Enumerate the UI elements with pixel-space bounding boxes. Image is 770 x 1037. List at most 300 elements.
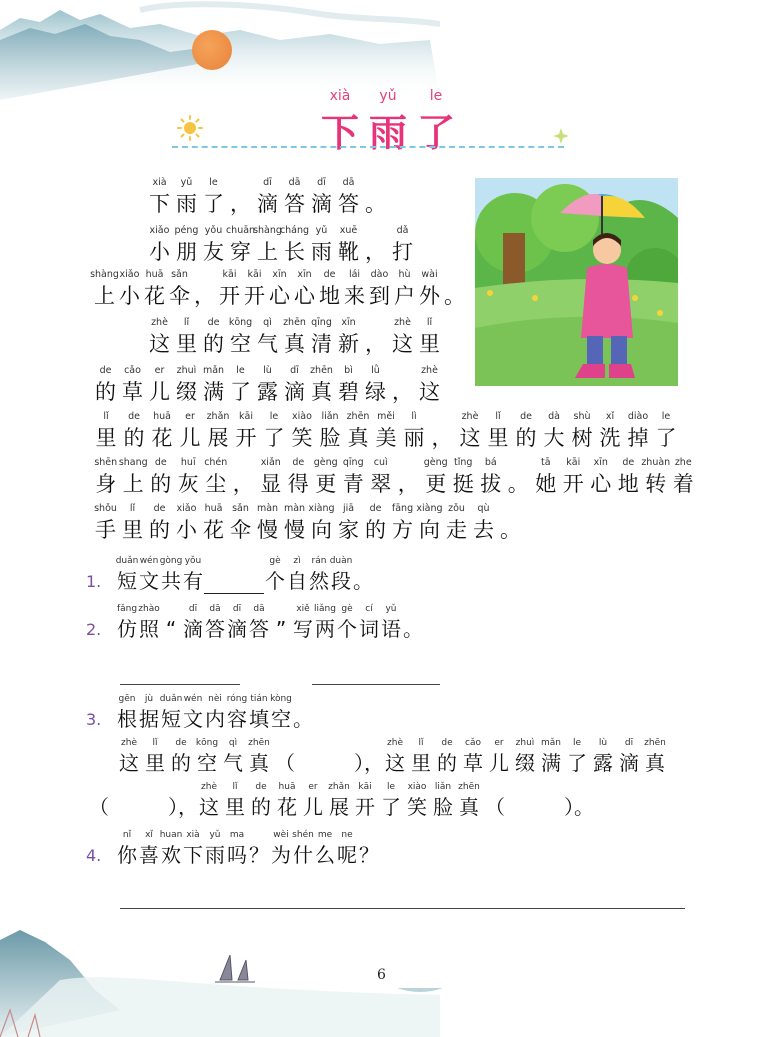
hanzi-with-pinyin bbox=[281, 224, 308, 266]
hanzi-with-pinyin bbox=[274, 781, 300, 820]
hanzi-with-pinyin bbox=[538, 737, 564, 776]
hanzi-with-pinyin bbox=[358, 603, 380, 642]
hanzi: 雨 bbox=[205, 843, 225, 867]
hanzi: ， bbox=[232, 472, 254, 496]
hanzi-with-pinyin bbox=[484, 410, 512, 452]
pinyin: huā bbox=[145, 269, 164, 280]
hanzi-with-pinyin bbox=[308, 316, 335, 358]
hanzi-with-pinyin bbox=[286, 555, 308, 594]
hanzi-with-pinyin bbox=[92, 364, 119, 406]
hanzi-with-pinyin bbox=[316, 410, 344, 452]
hanzi: 花 bbox=[277, 795, 297, 819]
question-line bbox=[116, 603, 424, 642]
hanzi: 地 bbox=[617, 472, 639, 496]
hanzi: 外 bbox=[419, 284, 440, 308]
hanzi-with-pinyin bbox=[456, 410, 484, 452]
pinyin: huā bbox=[153, 411, 171, 422]
hanzi-with-pinyin bbox=[395, 456, 423, 498]
passage-line bbox=[92, 502, 524, 544]
pinyin: de bbox=[520, 411, 532, 422]
hanzi-with-pinyin bbox=[292, 693, 314, 732]
pinyin: zhào bbox=[138, 604, 160, 614]
hanzi: 气 bbox=[223, 751, 243, 775]
hanzi-with-pinyin bbox=[416, 316, 443, 358]
pinyin: dī bbox=[188, 604, 198, 614]
hanzi-with-pinyin bbox=[270, 693, 292, 732]
hanzi-with-pinyin bbox=[314, 603, 336, 642]
hanzi-with-pinyin bbox=[146, 502, 173, 544]
pinyin: lǐ bbox=[418, 738, 424, 748]
hanzi: 气 bbox=[257, 332, 278, 356]
hanzi-with-pinyin bbox=[176, 410, 204, 452]
pinyin: xīn bbox=[297, 269, 312, 280]
hanzi: 这 bbox=[459, 426, 481, 450]
hanzi: 缀 bbox=[515, 751, 535, 775]
pinyin: dī bbox=[232, 604, 242, 614]
hanzi-with-pinyin bbox=[160, 829, 182, 868]
pinyin: kāi bbox=[358, 782, 372, 792]
pinyin: nǐ bbox=[122, 830, 132, 840]
hanzi-with-pinyin bbox=[167, 268, 192, 310]
hanzi: 去 bbox=[473, 518, 494, 542]
hanzi: 伞 bbox=[169, 284, 190, 308]
hanzi-with-pinyin bbox=[281, 502, 308, 544]
hanzi-with-pinyin bbox=[182, 693, 204, 732]
title-char: 了 bbox=[416, 111, 455, 155]
hanzi: 里 bbox=[176, 332, 197, 356]
hanzi-with-pinyin bbox=[512, 737, 538, 776]
hanzi-with-pinyin bbox=[288, 410, 316, 452]
hanzi: 词 bbox=[359, 617, 379, 641]
pinyin: de bbox=[175, 738, 187, 748]
pinyin: de bbox=[99, 365, 112, 376]
fill-in-blank[interactable] bbox=[204, 571, 264, 594]
hanzi: 更 bbox=[315, 472, 337, 496]
hanzi-with-pinyin bbox=[352, 555, 374, 594]
pinyin: zhè bbox=[121, 738, 137, 748]
hanzi-with-pinyin bbox=[146, 176, 173, 218]
hanzi-with-pinyin bbox=[138, 555, 160, 594]
pinyin: shén bbox=[292, 830, 314, 840]
pinyin: liǎng bbox=[314, 604, 336, 614]
hanzi: 向 bbox=[419, 518, 440, 542]
pinyin: sǎn bbox=[171, 269, 188, 280]
pinyin: qù bbox=[477, 503, 490, 514]
hanzi: 真 bbox=[284, 332, 305, 356]
pinyin: zhè bbox=[421, 365, 438, 376]
hanzi-with-pinyin bbox=[642, 456, 670, 498]
hanzi-with-pinyin bbox=[138, 829, 160, 868]
hanzi: 两 bbox=[315, 617, 335, 641]
pinyin: xiào bbox=[292, 411, 312, 422]
pinyin: zhēn bbox=[346, 411, 370, 422]
pinyin: le bbox=[236, 365, 245, 376]
pinyin: tǐng bbox=[454, 457, 473, 468]
pinyin: shàng bbox=[253, 225, 282, 236]
pinyin: chuān bbox=[225, 225, 256, 236]
hanzi-with-pinyin bbox=[590, 737, 616, 776]
hanzi: 新 bbox=[338, 332, 359, 356]
hanzi: ）， bbox=[168, 795, 198, 819]
pinyin: qīng bbox=[311, 317, 332, 328]
hanzi-with-pinyin bbox=[257, 456, 285, 498]
hanzi: 呢 bbox=[337, 843, 357, 867]
hanzi-with-pinyin bbox=[246, 737, 272, 776]
hanzi: 然 bbox=[309, 569, 329, 593]
hanzi: 缀 bbox=[176, 380, 197, 404]
passage-line bbox=[146, 224, 416, 266]
hanzi-with-pinyin bbox=[227, 364, 254, 406]
hanzi: 尘 bbox=[205, 472, 227, 496]
fill-in-space[interactable] bbox=[112, 781, 170, 820]
hanzi: 显 bbox=[260, 472, 282, 496]
hanzi: 短 bbox=[161, 707, 181, 731]
pinyin: xià bbox=[186, 830, 200, 840]
hanzi-with-pinyin bbox=[138, 693, 160, 732]
pinyin: xǐ bbox=[605, 411, 615, 422]
hanzi: 写 bbox=[293, 617, 313, 641]
hanzi-with-pinyin bbox=[308, 555, 330, 594]
hanzi: 滴 bbox=[284, 380, 305, 404]
pinyin: le bbox=[209, 177, 218, 188]
hanzi: 了 bbox=[567, 751, 587, 775]
hanzi: 翠 bbox=[370, 472, 392, 496]
hanzi: 滴 bbox=[311, 192, 332, 216]
hanzi: 仿 bbox=[117, 617, 137, 641]
hanzi-with-pinyin bbox=[340, 456, 368, 498]
hanzi: 开 bbox=[244, 284, 265, 308]
hanzi-with-pinyin bbox=[119, 364, 146, 406]
pinyin: huā bbox=[204, 503, 223, 514]
hanzi-with-pinyin bbox=[616, 737, 642, 776]
pinyin: kāi bbox=[239, 411, 253, 422]
hanzi-with-pinyin bbox=[652, 410, 680, 452]
pinyin: shang bbox=[118, 457, 148, 468]
hanzi-with-pinyin bbox=[486, 737, 512, 776]
hanzi: 。 bbox=[507, 472, 529, 496]
pinyin: zhēn bbox=[248, 738, 270, 748]
hanzi: （ bbox=[89, 795, 109, 819]
hanzi: 露 bbox=[593, 751, 613, 775]
pinyin: xiào bbox=[407, 782, 427, 792]
pinyin: mǎn bbox=[541, 738, 561, 748]
hanzi-with-pinyin bbox=[670, 456, 698, 498]
pinyin: dā bbox=[209, 604, 221, 614]
hanzi-with-pinyin bbox=[175, 456, 203, 498]
hanzi: ， bbox=[431, 426, 453, 450]
pinyin: nèi bbox=[208, 694, 222, 704]
hanzi-with-pinyin bbox=[220, 737, 246, 776]
answer-line[interactable] bbox=[312, 684, 440, 685]
hanzi: ” bbox=[275, 617, 287, 641]
hanzi: 满 bbox=[203, 380, 224, 404]
hanzi-with-pinyin bbox=[200, 502, 227, 544]
hanzi: 户 bbox=[394, 284, 415, 308]
hanzi-with-pinyin bbox=[372, 410, 400, 452]
hanzi-with-pinyin bbox=[196, 781, 222, 820]
hanzi-with-pinyin bbox=[389, 224, 416, 266]
hanzi: 里 bbox=[95, 426, 117, 450]
hanzi-with-pinyin bbox=[367, 268, 392, 310]
hanzi-with-pinyin bbox=[362, 224, 389, 266]
hanzi: ， bbox=[397, 472, 419, 496]
hanzi: 为 bbox=[271, 843, 291, 867]
hanzi: 空 bbox=[271, 707, 291, 731]
pinyin: zhè bbox=[201, 782, 217, 792]
hanzi: 手 bbox=[95, 518, 116, 542]
hanzi-with-pinyin bbox=[378, 781, 404, 820]
hanzi-with-pinyin bbox=[308, 502, 335, 544]
pinyin: zhēn bbox=[310, 365, 333, 376]
pinyin: mǎn bbox=[202, 365, 225, 376]
pinyin: tā bbox=[540, 457, 551, 468]
hanzi: 欢 bbox=[161, 843, 181, 867]
pinyin: er bbox=[494, 738, 504, 748]
hanzi: 滴 bbox=[619, 751, 639, 775]
hanzi: 自 bbox=[287, 569, 307, 593]
hanzi: 里 bbox=[122, 518, 143, 542]
hanzi-with-pinyin bbox=[382, 737, 408, 776]
hanzi: 的 bbox=[365, 518, 386, 542]
pinyin: zì bbox=[293, 556, 301, 566]
hanzi: 内 bbox=[205, 707, 225, 731]
hanzi-with-pinyin bbox=[335, 316, 362, 358]
hanzi: 答 bbox=[249, 617, 269, 641]
hanzi: 向 bbox=[311, 518, 332, 542]
pinyin: xià bbox=[152, 177, 167, 188]
fill-in-space[interactable] bbox=[508, 781, 566, 820]
hanzi-with-pinyin bbox=[182, 603, 204, 642]
pinyin: cuì bbox=[373, 457, 388, 468]
pinyin: yǒu bbox=[184, 556, 202, 566]
hanzi: 真 bbox=[347, 426, 369, 450]
hanzi-with-pinyin bbox=[117, 268, 142, 310]
hanzi-with-pinyin bbox=[204, 829, 226, 868]
pinyin: xiě bbox=[296, 604, 310, 614]
pinyin: zhuì bbox=[176, 365, 197, 376]
hanzi-with-pinyin bbox=[532, 456, 560, 498]
hanzi-with-pinyin bbox=[308, 176, 335, 218]
pinyin: jù bbox=[144, 694, 154, 704]
hanzi-with-pinyin bbox=[281, 364, 308, 406]
pinyin: xiǎn bbox=[260, 457, 281, 468]
hanzi: 的 bbox=[251, 795, 271, 819]
hanzi: ， bbox=[365, 332, 386, 356]
pinyin: róng bbox=[226, 694, 248, 704]
hanzi-with-pinyin bbox=[505, 456, 533, 498]
pinyin: de bbox=[207, 317, 220, 328]
question-number: 1. bbox=[86, 572, 102, 591]
pinyin: xīn bbox=[272, 269, 287, 280]
hanzi: 。 bbox=[293, 707, 313, 731]
hanzi-with-pinyin bbox=[416, 364, 443, 406]
hanzi-with-pinyin bbox=[596, 410, 624, 452]
hanzi-with-pinyin bbox=[404, 781, 430, 820]
hanzi: 穿 bbox=[230, 240, 251, 264]
hanzi-with-pinyin bbox=[312, 456, 340, 498]
hanzi: 儿 bbox=[489, 751, 509, 775]
hanzi: 转 bbox=[645, 472, 667, 496]
hanzi: 掉 bbox=[627, 426, 649, 450]
pinyin: bì bbox=[344, 365, 353, 376]
hanzi-with-pinyin bbox=[254, 364, 281, 406]
pinyin: duàn bbox=[329, 556, 353, 566]
hanzi-with-pinyin bbox=[227, 176, 254, 218]
pinyin: měi bbox=[377, 411, 395, 422]
hanzi: ？ bbox=[359, 843, 379, 867]
pinyin: huan bbox=[159, 830, 183, 840]
hanzi: 心 bbox=[269, 284, 290, 308]
hanzi: 青 bbox=[342, 472, 364, 496]
question-line bbox=[116, 737, 668, 776]
hanzi: 雨 bbox=[176, 192, 197, 216]
hanzi: ）， bbox=[354, 751, 384, 775]
passage-line bbox=[92, 268, 467, 310]
pinyin: rán bbox=[311, 556, 327, 566]
hanzi-with-pinyin bbox=[460, 737, 486, 776]
hanzi-with-pinyin bbox=[147, 456, 175, 498]
pinyin: lǐ bbox=[152, 738, 158, 748]
question-number: 2. bbox=[86, 620, 102, 639]
pinyin: duǎn bbox=[115, 556, 139, 566]
hanzi-with-pinyin bbox=[408, 737, 434, 776]
hanzi-with-pinyin bbox=[568, 410, 596, 452]
hanzi-with-pinyin bbox=[146, 364, 173, 406]
hanzi-with-pinyin bbox=[226, 829, 248, 868]
hanzi-with-pinyin bbox=[226, 603, 248, 642]
hanzi-with-pinyin bbox=[285, 456, 313, 498]
hanzi: 灰 bbox=[177, 472, 199, 496]
pinyin: kōng bbox=[195, 738, 219, 748]
hanzi: 文 bbox=[183, 707, 203, 731]
hanzi-with-pinyin bbox=[389, 316, 416, 358]
hanzi-with-pinyin bbox=[356, 737, 382, 776]
hanzi-with-pinyin bbox=[428, 410, 456, 452]
hanzi: 慢 bbox=[257, 518, 278, 542]
hanzi: 的 bbox=[203, 332, 224, 356]
hanzi: 答 bbox=[338, 192, 359, 216]
hanzi-with-pinyin bbox=[300, 781, 326, 820]
hanzi: 上 bbox=[122, 472, 144, 496]
hanzi: 走 bbox=[446, 518, 467, 542]
pinyin: de bbox=[292, 457, 305, 468]
hanzi: 儿 bbox=[179, 426, 201, 450]
hanzi: 下 bbox=[183, 843, 203, 867]
hanzi-with-pinyin bbox=[362, 316, 389, 358]
hanzi: ？ bbox=[249, 843, 269, 867]
hanzi: 上 bbox=[257, 240, 278, 264]
hanzi: 开 bbox=[562, 472, 584, 496]
hanzi: 身 bbox=[95, 472, 117, 496]
girl-with-umbrella-illustration bbox=[475, 178, 678, 386]
pinyin: ne bbox=[341, 830, 353, 840]
pinyin: fǎng bbox=[116, 604, 138, 614]
fill-in-space[interactable] bbox=[298, 737, 356, 776]
hanzi: 这 bbox=[419, 380, 440, 404]
pinyin: xīn bbox=[341, 317, 356, 328]
hanzi-with-pinyin bbox=[336, 603, 358, 642]
hanzi: 了 bbox=[655, 426, 677, 450]
hanzi: 短 bbox=[117, 569, 137, 593]
pinyin: xiàng bbox=[416, 503, 443, 514]
pinyin: xǐ bbox=[145, 830, 153, 840]
title-pinyin-syllable: yǔ bbox=[379, 88, 397, 104]
question-number: 4. bbox=[86, 846, 102, 865]
hanzi-with-pinyin bbox=[392, 268, 417, 310]
pinyin: dī bbox=[263, 177, 272, 188]
pinyin: liǎn bbox=[434, 782, 452, 792]
hanzi-with-pinyin bbox=[168, 737, 194, 776]
answer-line[interactable] bbox=[120, 684, 240, 685]
hanzi-with-pinyin bbox=[335, 502, 362, 544]
hanzi: 这 bbox=[199, 795, 219, 819]
hanzi-with-pinyin bbox=[227, 224, 254, 266]
hanzi: 花 bbox=[151, 426, 173, 450]
hanzi: 这 bbox=[119, 751, 139, 775]
hanzi-with-pinyin bbox=[560, 456, 588, 498]
passage-line bbox=[146, 316, 443, 358]
pinyin: huā bbox=[278, 782, 296, 792]
hanzi: 里 bbox=[145, 751, 165, 775]
hanzi-with-pinyin bbox=[92, 456, 120, 498]
hanzi-with-pinyin bbox=[342, 268, 367, 310]
pinyin: xiǎo bbox=[119, 269, 140, 280]
pinyin: qīng bbox=[342, 457, 364, 468]
hanzi: 开 bbox=[355, 795, 375, 819]
hanzi: 。 bbox=[444, 284, 465, 308]
pinyin: xiǎo bbox=[149, 225, 170, 236]
hanzi: 丽 bbox=[403, 426, 425, 450]
question-line bbox=[116, 829, 380, 868]
hanzi-with-pinyin bbox=[512, 410, 540, 452]
hanzi-with-pinyin bbox=[248, 829, 270, 868]
hanzi: 真 bbox=[249, 751, 269, 775]
pinyin: er bbox=[185, 411, 195, 422]
hanzi-with-pinyin bbox=[430, 781, 456, 820]
hanzi-with-pinyin bbox=[367, 456, 395, 498]
hanzi-with-pinyin bbox=[227, 502, 254, 544]
hanzi: 方 bbox=[392, 518, 413, 542]
hanzi: 拔 bbox=[480, 472, 502, 496]
hanzi: 打 bbox=[392, 240, 413, 264]
answer-line[interactable] bbox=[120, 908, 685, 909]
hanzi-with-pinyin bbox=[160, 693, 182, 732]
hanzi: 美 bbox=[375, 426, 397, 450]
title-pinyin-syllable: le bbox=[429, 88, 443, 104]
hanzi: 的 bbox=[437, 751, 457, 775]
pinyin: cǎo bbox=[124, 365, 141, 376]
pinyin: zhè bbox=[387, 738, 403, 748]
hanzi-with-pinyin bbox=[173, 176, 200, 218]
pinyin: dī bbox=[290, 365, 299, 376]
pinyin: zhēn bbox=[283, 317, 306, 328]
hanzi-with-pinyin bbox=[330, 555, 352, 594]
hanzi: 朋 bbox=[176, 240, 197, 264]
pinyin: le bbox=[661, 411, 671, 422]
pinyin: kòng bbox=[270, 694, 292, 704]
pinyin: jiā bbox=[342, 503, 355, 514]
hanzi-with-pinyin bbox=[200, 316, 227, 358]
pinyin: le bbox=[386, 782, 396, 792]
pinyin: lù bbox=[263, 365, 272, 376]
hanzi-with-pinyin bbox=[456, 781, 482, 820]
pinyin: xuē bbox=[339, 225, 358, 236]
hanzi: 填 bbox=[249, 707, 269, 731]
hanzi: 挺 bbox=[452, 472, 474, 496]
hanzi: 里 bbox=[487, 426, 509, 450]
hanzi: 吗 bbox=[227, 843, 247, 867]
hanzi: 。 bbox=[365, 192, 386, 216]
